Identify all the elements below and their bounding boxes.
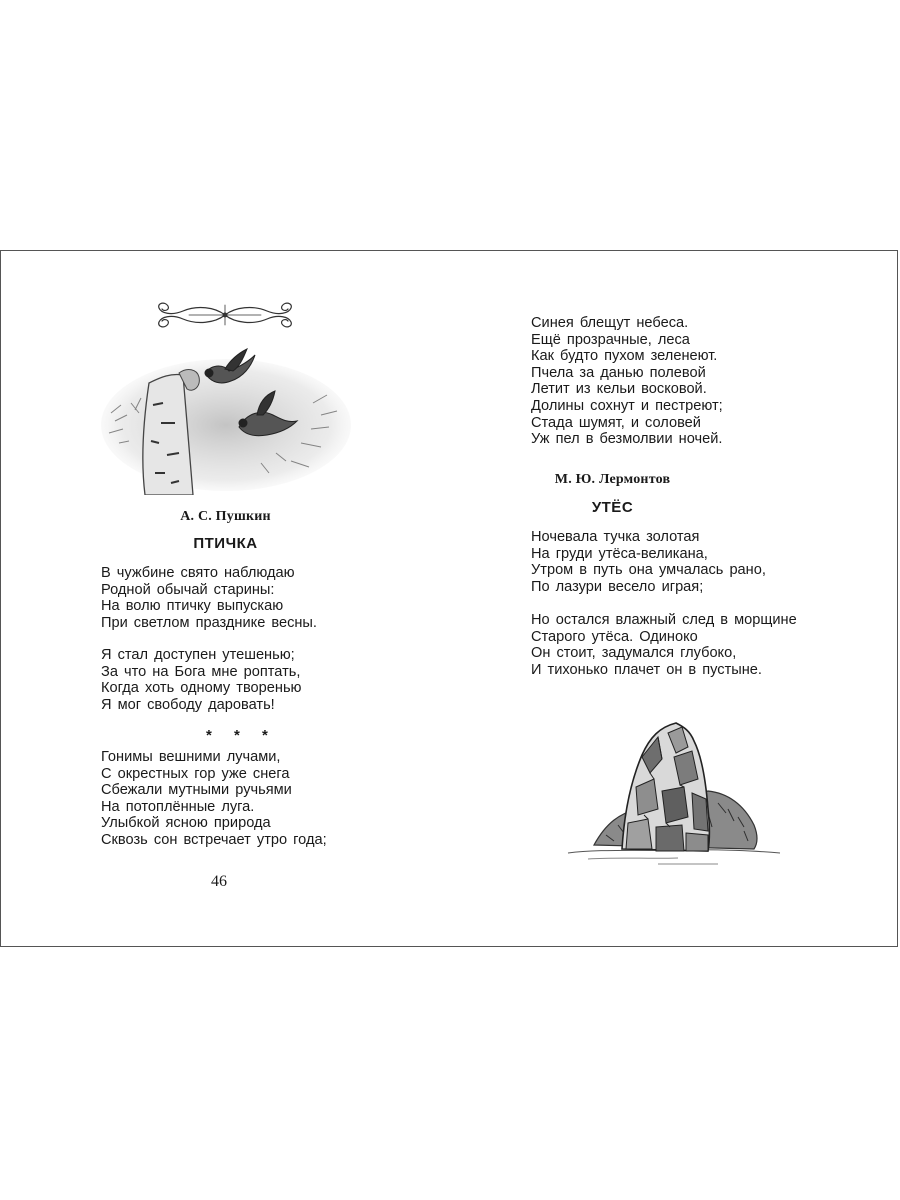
poem-line: Когда хоть одному творенью — [101, 680, 302, 697]
stanza-1 — [101, 565, 317, 631]
poem-line: На волю птичку выпускаю — [101, 598, 284, 615]
author-lermontov: М. Ю. Лермонтов — [554, 472, 671, 487]
left-page — [1, 251, 450, 946]
poem-title-utes: УТЁС — [591, 499, 634, 516]
decorative-flourish-icon — [149, 299, 301, 331]
poem-line: С окрестных гор уже снега — [101, 765, 290, 782]
book-spread — [0, 250, 898, 947]
poem-line: Пчела за данью полевой — [531, 364, 706, 381]
poem-line: За что на Бога мне роптать, — [101, 663, 301, 680]
poem-line: Я стал доступен утешенью; — [101, 647, 295, 663]
cliff-rock-illustration-icon — [558, 713, 788, 873]
stanza-3 — [101, 749, 327, 849]
poem-line: Сквозь сон встречает утро года; — [101, 831, 327, 848]
poem-line: Сбежали мутными ручьями — [101, 782, 292, 799]
stanza-2 — [101, 647, 302, 713]
stanza-continued — [531, 315, 723, 448]
poem-line: В чужбине свято наблюдаю — [101, 565, 295, 581]
poem-line: По лазури весело играя; — [531, 578, 704, 595]
poem-line: Гонимы вешними лучами, — [101, 749, 281, 765]
poem-line: Старого утёса. Одиноко — [531, 628, 698, 645]
stanza-1 — [531, 529, 766, 595]
birds-on-birch-illustration-icon — [101, 343, 351, 495]
poem-line: И тихонько плачет он в пустыне. — [531, 661, 762, 678]
stanza-2 — [531, 612, 797, 678]
poem-title-ptichka: ПТИЧКА — [193, 535, 258, 552]
page-number: 46 — [211, 873, 227, 890]
section-separator: * * * — [206, 727, 277, 744]
poem-line: Летит из кельи восковой. — [531, 381, 707, 398]
right-page — [450, 251, 899, 946]
poem-line: Родной обычай старины: — [101, 581, 275, 598]
poem-line: Ещё прозрачные, леса — [531, 331, 690, 348]
poem-line: Утром в путь она умчалась рано, — [531, 562, 766, 579]
poem-line: Улыбкой ясною природа — [101, 815, 271, 832]
poem-line: Стада шумят, и соловей — [531, 414, 701, 431]
poem-line: Ночевала тучка золотая — [531, 529, 700, 545]
poem-line: Уж пел в безмолвии ночей. — [531, 431, 723, 448]
poem-line: На груди утёса-великана, — [531, 545, 708, 562]
poem-line: Но остался влажный след в морщине — [531, 612, 797, 628]
poem-line: Как будто пухом зеленеют. — [531, 348, 718, 365]
poem-line: Синея блещут небеса. — [531, 315, 689, 331]
poem-line: На потоплённые луга. — [101, 798, 255, 815]
poem-line: Долины сохнут и пестреют; — [531, 397, 723, 414]
author-pushkin: А. С. Пушкин — [180, 509, 271, 524]
poem-line: Он стоит, задумался глубоко, — [531, 645, 737, 662]
poem-line: При светлом празднике весны. — [101, 614, 317, 631]
poem-line: Я мог свободу даровать! — [101, 696, 275, 713]
